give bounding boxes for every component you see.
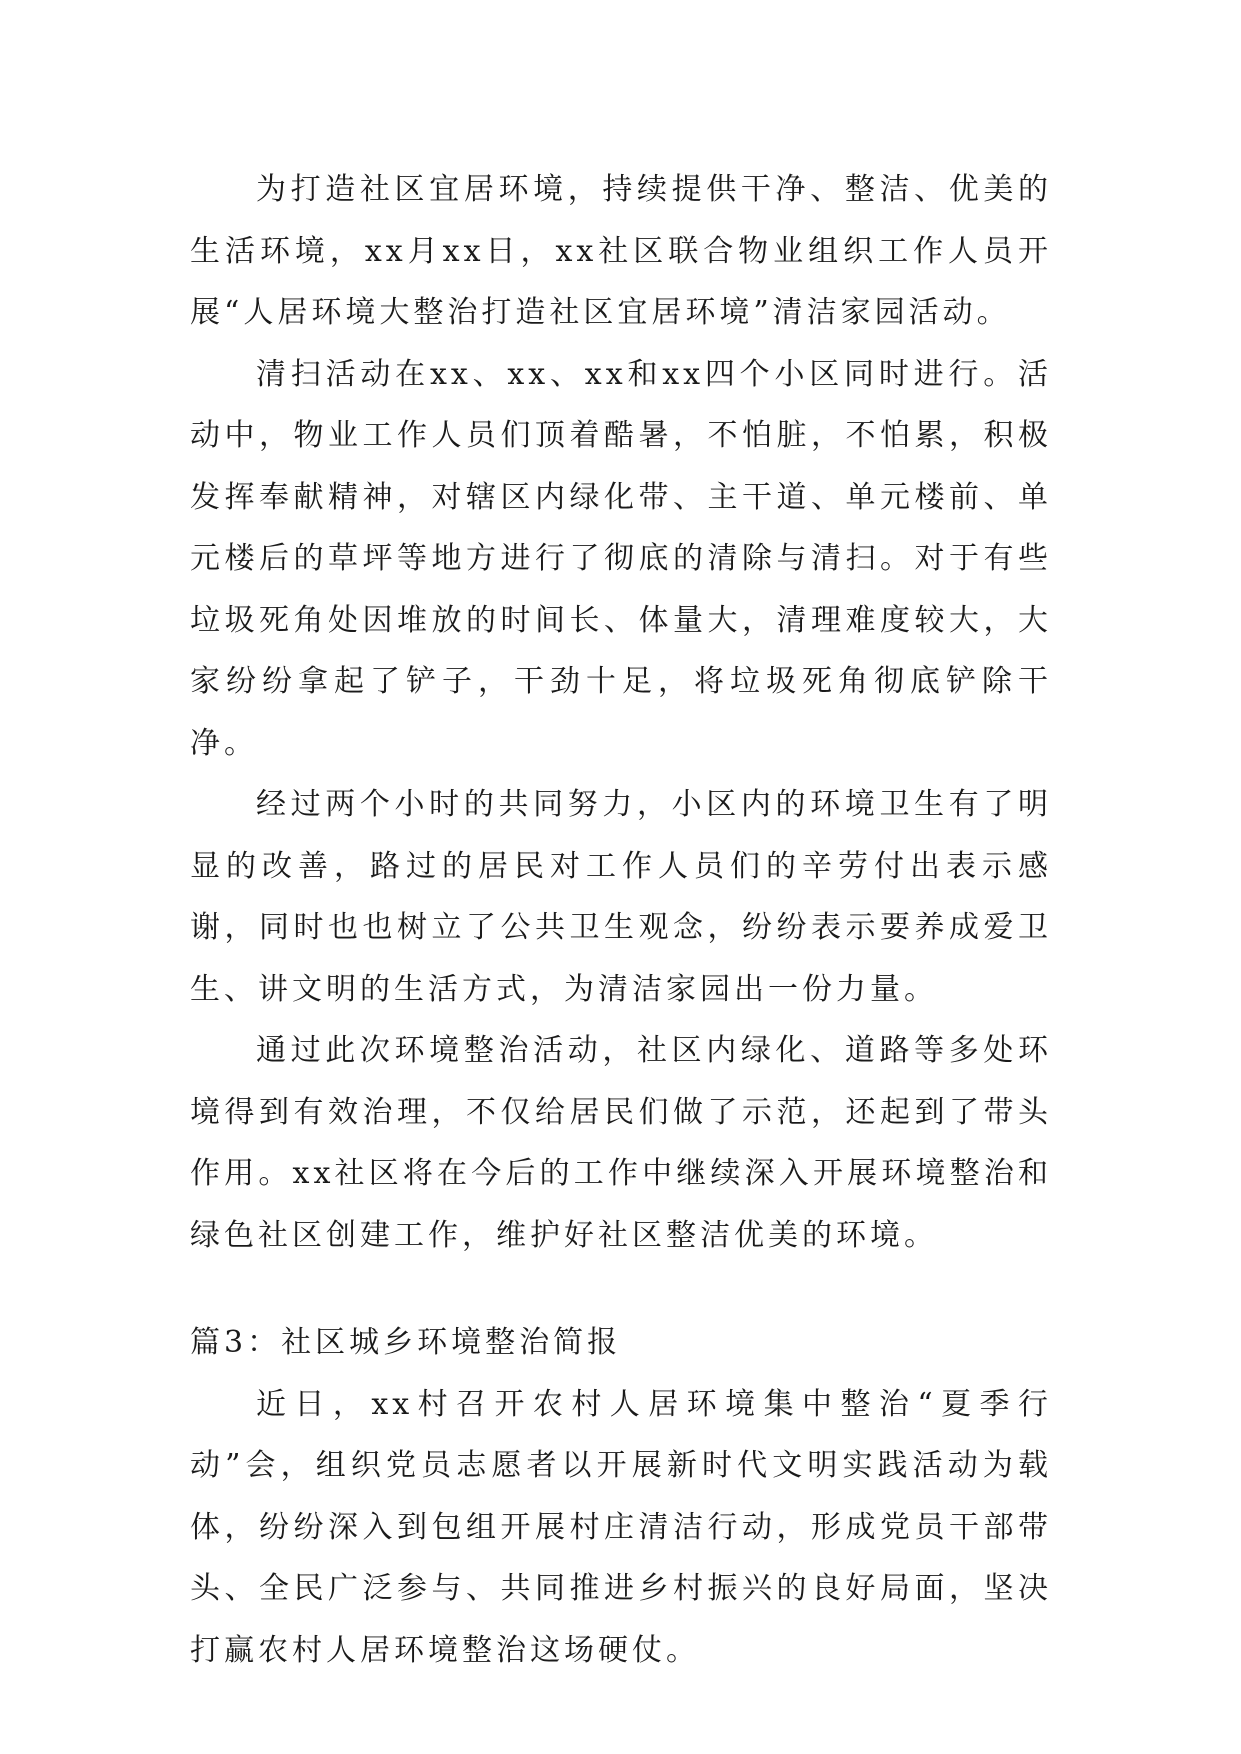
paragraph-1: 为打造社区宜居环境，持续提供干净、整洁、优美的生活环境，xx月xx日，xx社区联合物业组织工作人员开展“人居环境大整治打造社区宜居环境”清洁家园活动。 — [190, 172, 1052, 330]
paragraph-2: 清扫活动在xx、xx、xx和xx四个小区同时进行。活动中，物业工作人员们顶着酷暑，不怕脏，不怕累，积极发挥奉献精神，对辖区内绿化带、主干道、单元楼前、单元楼后的草坪等地方进行了彻底的清除与清扫。对于有些垃圾死角处因堆放的时间长、体量大，清理难度较大，大家纷纷拿起了铲子，干劲十足，将垃圾死角彻底铲除干净。 — [190, 356, 1052, 761]
document-page — [190, 159, 1052, 1681]
paragraph-5: 近日，xx村召开农村人居环境集中整治“夏季行动”会，组织党员志愿者以开展新时代文明实践活动为载体，纷纷深入到包组开展村庄清洁行动，形成党员干部带头、全民广泛参与、共同推进乡村振兴的良好局面，坚决打赢农村人居环境整治这场硬仗。 — [190, 1386, 1052, 1668]
section-heading: 篇3：社区城乡环境整治简报 — [190, 1325, 622, 1360]
paragraph-4: 通过此次环境整治活动，社区内绿化、道路等多处环境得到有效治理，不仅给居民们做了示范，还起到了带头作用。xx社区将在今后的工作中继续深入开展环境整治和绿色社区创建工作，维护好社区整洁优美的环境。 — [190, 1033, 1052, 1253]
paragraph-3: 经过两个小时的共同努力，小区内的环境卫生有了明显的改善，路过的居民对工作人员们的辛劳付出表示感谢，同时也也树立了公共卫生观念，纷纷表示要养成爱卫生、讲文明的生活方式，为清洁家园出一份力量。 — [190, 787, 1052, 1007]
